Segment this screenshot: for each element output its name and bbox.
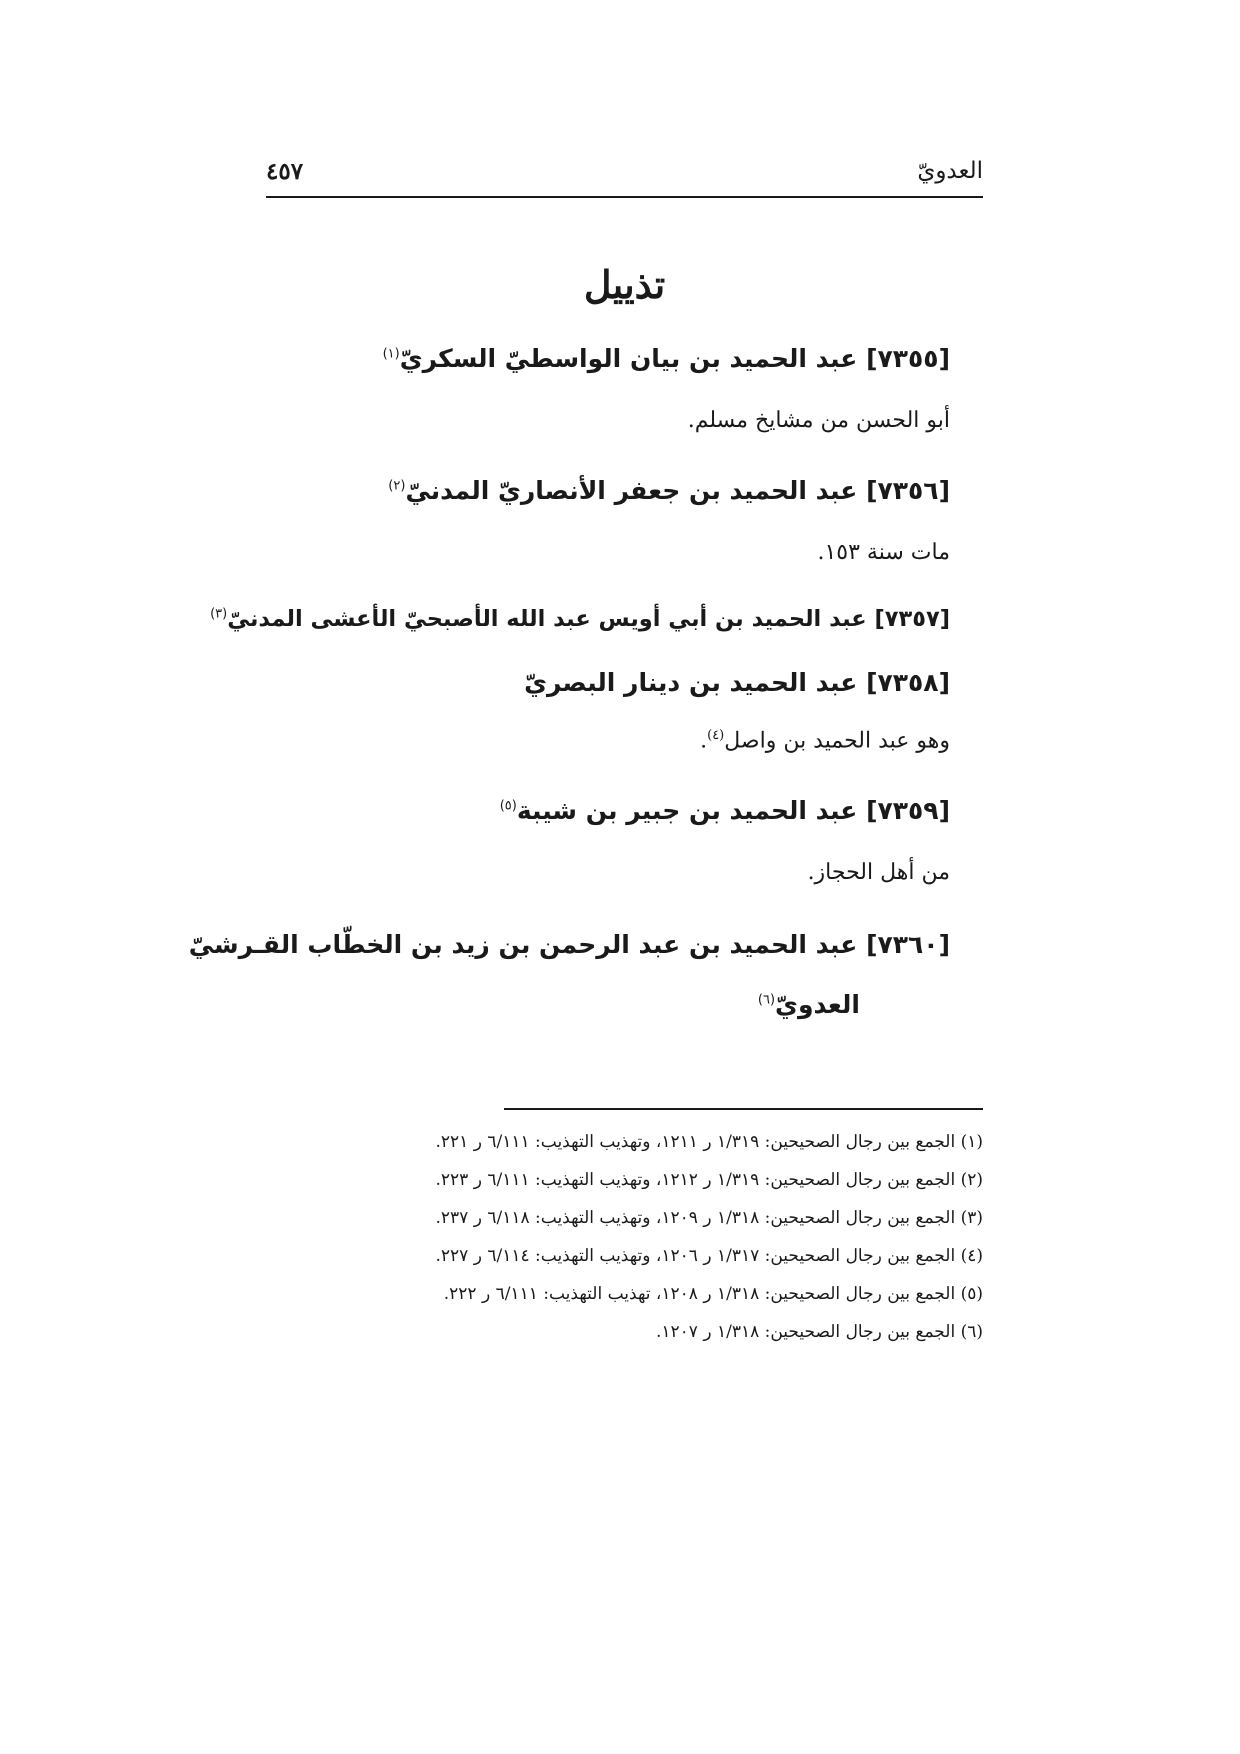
footnote: (٤) الجمع بين رجال الصحيحين: ١/٣١٧ ر ١٢٠٦، وتهذيب التهذيب: ٦/١١٤ ر ٢٢٧. (435, 1246, 983, 1266)
entry-number: [٧٣٥٧] (874, 606, 950, 632)
entry-body (700, 728, 950, 753)
entry-heading (210, 606, 950, 632)
running-title: العدويّ (917, 158, 983, 184)
entry-number: [٧٣٥٥] (866, 344, 950, 373)
entry-heading (388, 476, 950, 505)
entry-name: عبد الحميد بن عبد الرحمن بن زيد بن الخطّاب القـرشيّ (188, 930, 858, 959)
entry-body: أبو الحسن من مشايخ مسلم. (687, 408, 950, 433)
entry-name: عبد الحميد بن جبير بن شيبة (516, 796, 858, 825)
entry-name: عبد الحميد بن دينار البصريّ (524, 668, 858, 697)
entry-heading (500, 796, 950, 825)
entry-name: عبد الحميد بن بيان الواسطيّ السكريّ (399, 344, 858, 373)
entry-number: [٧٣٥٩] (866, 796, 950, 825)
footnote-separator (504, 1108, 983, 1110)
footnote: (٦) الجمع بين رجال الصحيحين: ١/٣١٨ ر ١٢٠٧. (656, 1322, 983, 1342)
entry-number: [٧٣٥٦] (866, 476, 950, 505)
page-number: ٤٥٧ (266, 158, 304, 185)
entry-body: مات سنة ١٥٣. (817, 540, 950, 565)
entry-body-text: وهو عبد الحميد بن واصل (724, 728, 950, 754)
footnote: (١) الجمع بين رجال الصحيحين: ١/٣١٩ ر ١٢١١، وتهذيب التهذيب: ٦/١١١ ر ٢٢١. (435, 1132, 983, 1152)
footnote-ref: (٤) (707, 728, 725, 743)
footnote-ref: (٦) (757, 992, 776, 1008)
footnotes (283, 1132, 983, 1360)
entry-heading (189, 930, 950, 959)
entry-name-continuation: العدويّ (775, 990, 860, 1019)
footnote-ref: (٣) (210, 606, 228, 622)
footnote: (٢) الجمع بين رجال الصحيحين: ١/٣١٩ ر ١٢١٢، وتهذيب التهذيب: ٦/١١١ ر ٢٢٣. (435, 1170, 983, 1190)
entry-name: عبد الحميد بن أبي أويس عبد الله الأصبحيّ الأعشى المدنيّ (227, 606, 867, 632)
entry-number: [٧٣٥٨] (866, 668, 950, 697)
footnote-ref: (٢) (388, 478, 406, 494)
section-heading: تذييل (583, 262, 666, 307)
running-header (266, 152, 983, 198)
footnote-ref: (٥) (499, 798, 517, 814)
entry-body-end: . (700, 728, 708, 754)
footnote: (٣) الجمع بين رجال الصحيحين: ١/٣١٨ ر ١٢٠٩، وتهذيب التهذيب: ٦/١١٨ ر ٢٣٧. (435, 1208, 983, 1228)
entry-name: عبد الحميد بن جعفر الأنصاريّ المدنيّ (405, 476, 858, 505)
entry-heading (383, 344, 950, 373)
entry-body: من أهل الحجاز. (807, 860, 950, 885)
footnote: (٥) الجمع بين رجال الصحيحين: ١/٣١٨ ر ١٢٠٨، تهذيب التهذيب: ٦/١١١ ر ٢٢٢. (443, 1284, 983, 1304)
footnote-ref: (١) (382, 346, 400, 362)
entry-number: [٧٣٦٠] (866, 930, 950, 959)
entry-heading-continuation (758, 990, 860, 1019)
entry-heading (524, 668, 950, 697)
